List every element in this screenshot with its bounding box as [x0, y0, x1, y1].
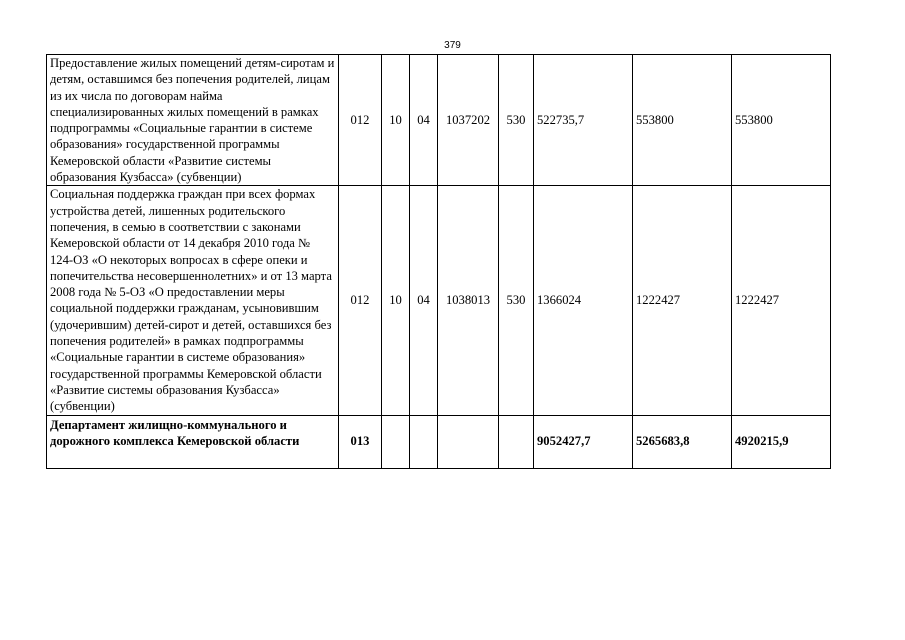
amount-year3: 553800: [732, 55, 831, 186]
amount-year1: 9052427,7: [534, 415, 633, 468]
subsection-code: 04: [410, 55, 438, 186]
target-code: 1038013: [438, 186, 499, 415]
row-description: Предоставление жилых помещений детям-сиротам и детям, оставшимся без попечения родителей, лицам из их числа по договорам найма специализированных жилых помещений в рамках подпрограммы «Социальные гарантии в системе образования» государственной программы Кемеровской области «Развитие системы образования Кузбасса» (субвенции): [47, 55, 339, 186]
table-row: [47, 55, 831, 186]
row-description: Департамент жилищно-коммунального и дорожного комплекса Кемеровской области: [47, 415, 339, 468]
expense-type-code: 530: [499, 55, 534, 186]
amount-year3: 4920215,9: [732, 415, 831, 468]
budget-table: [46, 54, 831, 469]
section-code: 10: [382, 186, 410, 415]
row-description: Социальная поддержка граждан при всех формах устройства детей, лишенных родительского попечения, в семью в соответствии с законами Кемеровской области от 14 декабря 2010 года № 124-ОЗ «О некоторых вопросах в сфере опеки и попечительства несовершеннолетних» и от 13 марта 2008 года № 5-ОЗ «О предоставлении меры социальной поддержки гражданам, усыновившим (удочерившим) детей-сирот и детей, оставшихся без попечения родителей» в рамках подпрограммы «Социальные гарантии в системе образования» государственной программы Кемеровской области «Развитие системы образования Кузбасса» (субвенции): [47, 186, 339, 415]
amount-year2: 553800: [633, 55, 732, 186]
amount-year3: 1222427: [732, 186, 831, 415]
page-number: 379: [444, 40, 461, 51]
ministry-code: 013: [339, 415, 382, 468]
table-row: [47, 186, 831, 415]
table-row: [47, 415, 831, 468]
target-code: [438, 415, 499, 468]
section-code: 10: [382, 55, 410, 186]
ministry-code: 012: [339, 55, 382, 186]
subsection-code: [410, 415, 438, 468]
expense-type-code: 530: [499, 186, 534, 415]
section-code: [382, 415, 410, 468]
expense-type-code: [499, 415, 534, 468]
amount-year1: 522735,7: [534, 55, 633, 186]
ministry-code: 012: [339, 186, 382, 415]
target-code: 1037202: [438, 55, 499, 186]
amount-year1: 1366024: [534, 186, 633, 415]
subsection-code: 04: [410, 186, 438, 415]
amount-year2: 1222427: [633, 186, 732, 415]
amount-year2: 5265683,8: [633, 415, 732, 468]
